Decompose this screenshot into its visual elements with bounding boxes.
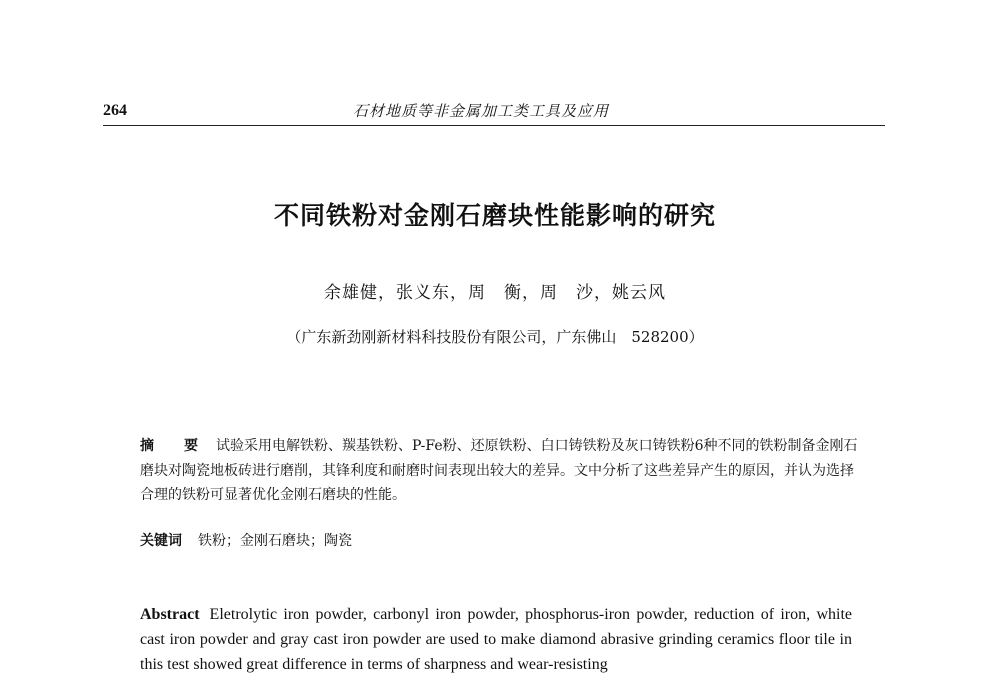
paper-affiliation: （广东新劲刚新材料科技股份有限公司，广东佛山 528200） [286, 328, 704, 346]
header-divider [103, 125, 885, 126]
abstract-english-text: Eletrolytic iron powder, carbonyl iron powder, phosphorus-iron powder, reduction of iron, white cast iron powder and gray cast iron powder are used to make diamond abrasive grinding ceramics floor tile in this test showed great difference in terms of sharpness and wear-resisting [140, 606, 852, 673]
abstract-english [140, 602, 852, 677]
abstract-chinese-label: 摘 要 [140, 438, 206, 454]
paper-authors: 余雄健，张义东，周 衡，周 沙，姚云风 [324, 283, 666, 303]
page-number: 264 [103, 102, 127, 119]
keywords [140, 530, 860, 550]
keywords-text: 铁粉；金刚石磨块；陶瓷 [198, 533, 352, 549]
running-title: 石材地质等非金属加工类工具及应用 [353, 102, 610, 120]
paper-title: 不同铁粉对金刚石磨块性能影响的研究 [273, 201, 716, 230]
abstract-english-label: Abstract [140, 606, 200, 623]
keywords-label: 关键词 [140, 533, 182, 549]
abstract-chinese-text: 试验采用电解铁粉、羰基铁粉、P-Fe粉、还原铁粉、白口铸铁粉及灰口铸铁粉6种不同的铁粉制备金刚石磨块对陶瓷地板砖进行磨削，其锋利度和耐磨时间表现出较大的差异。文中分析了这些差异产生的原因，并认为选择合理的铁粉可显著优化金刚石磨块的性能。 [140, 438, 858, 503]
page-header [103, 96, 885, 126]
abstract-chinese [140, 434, 860, 508]
